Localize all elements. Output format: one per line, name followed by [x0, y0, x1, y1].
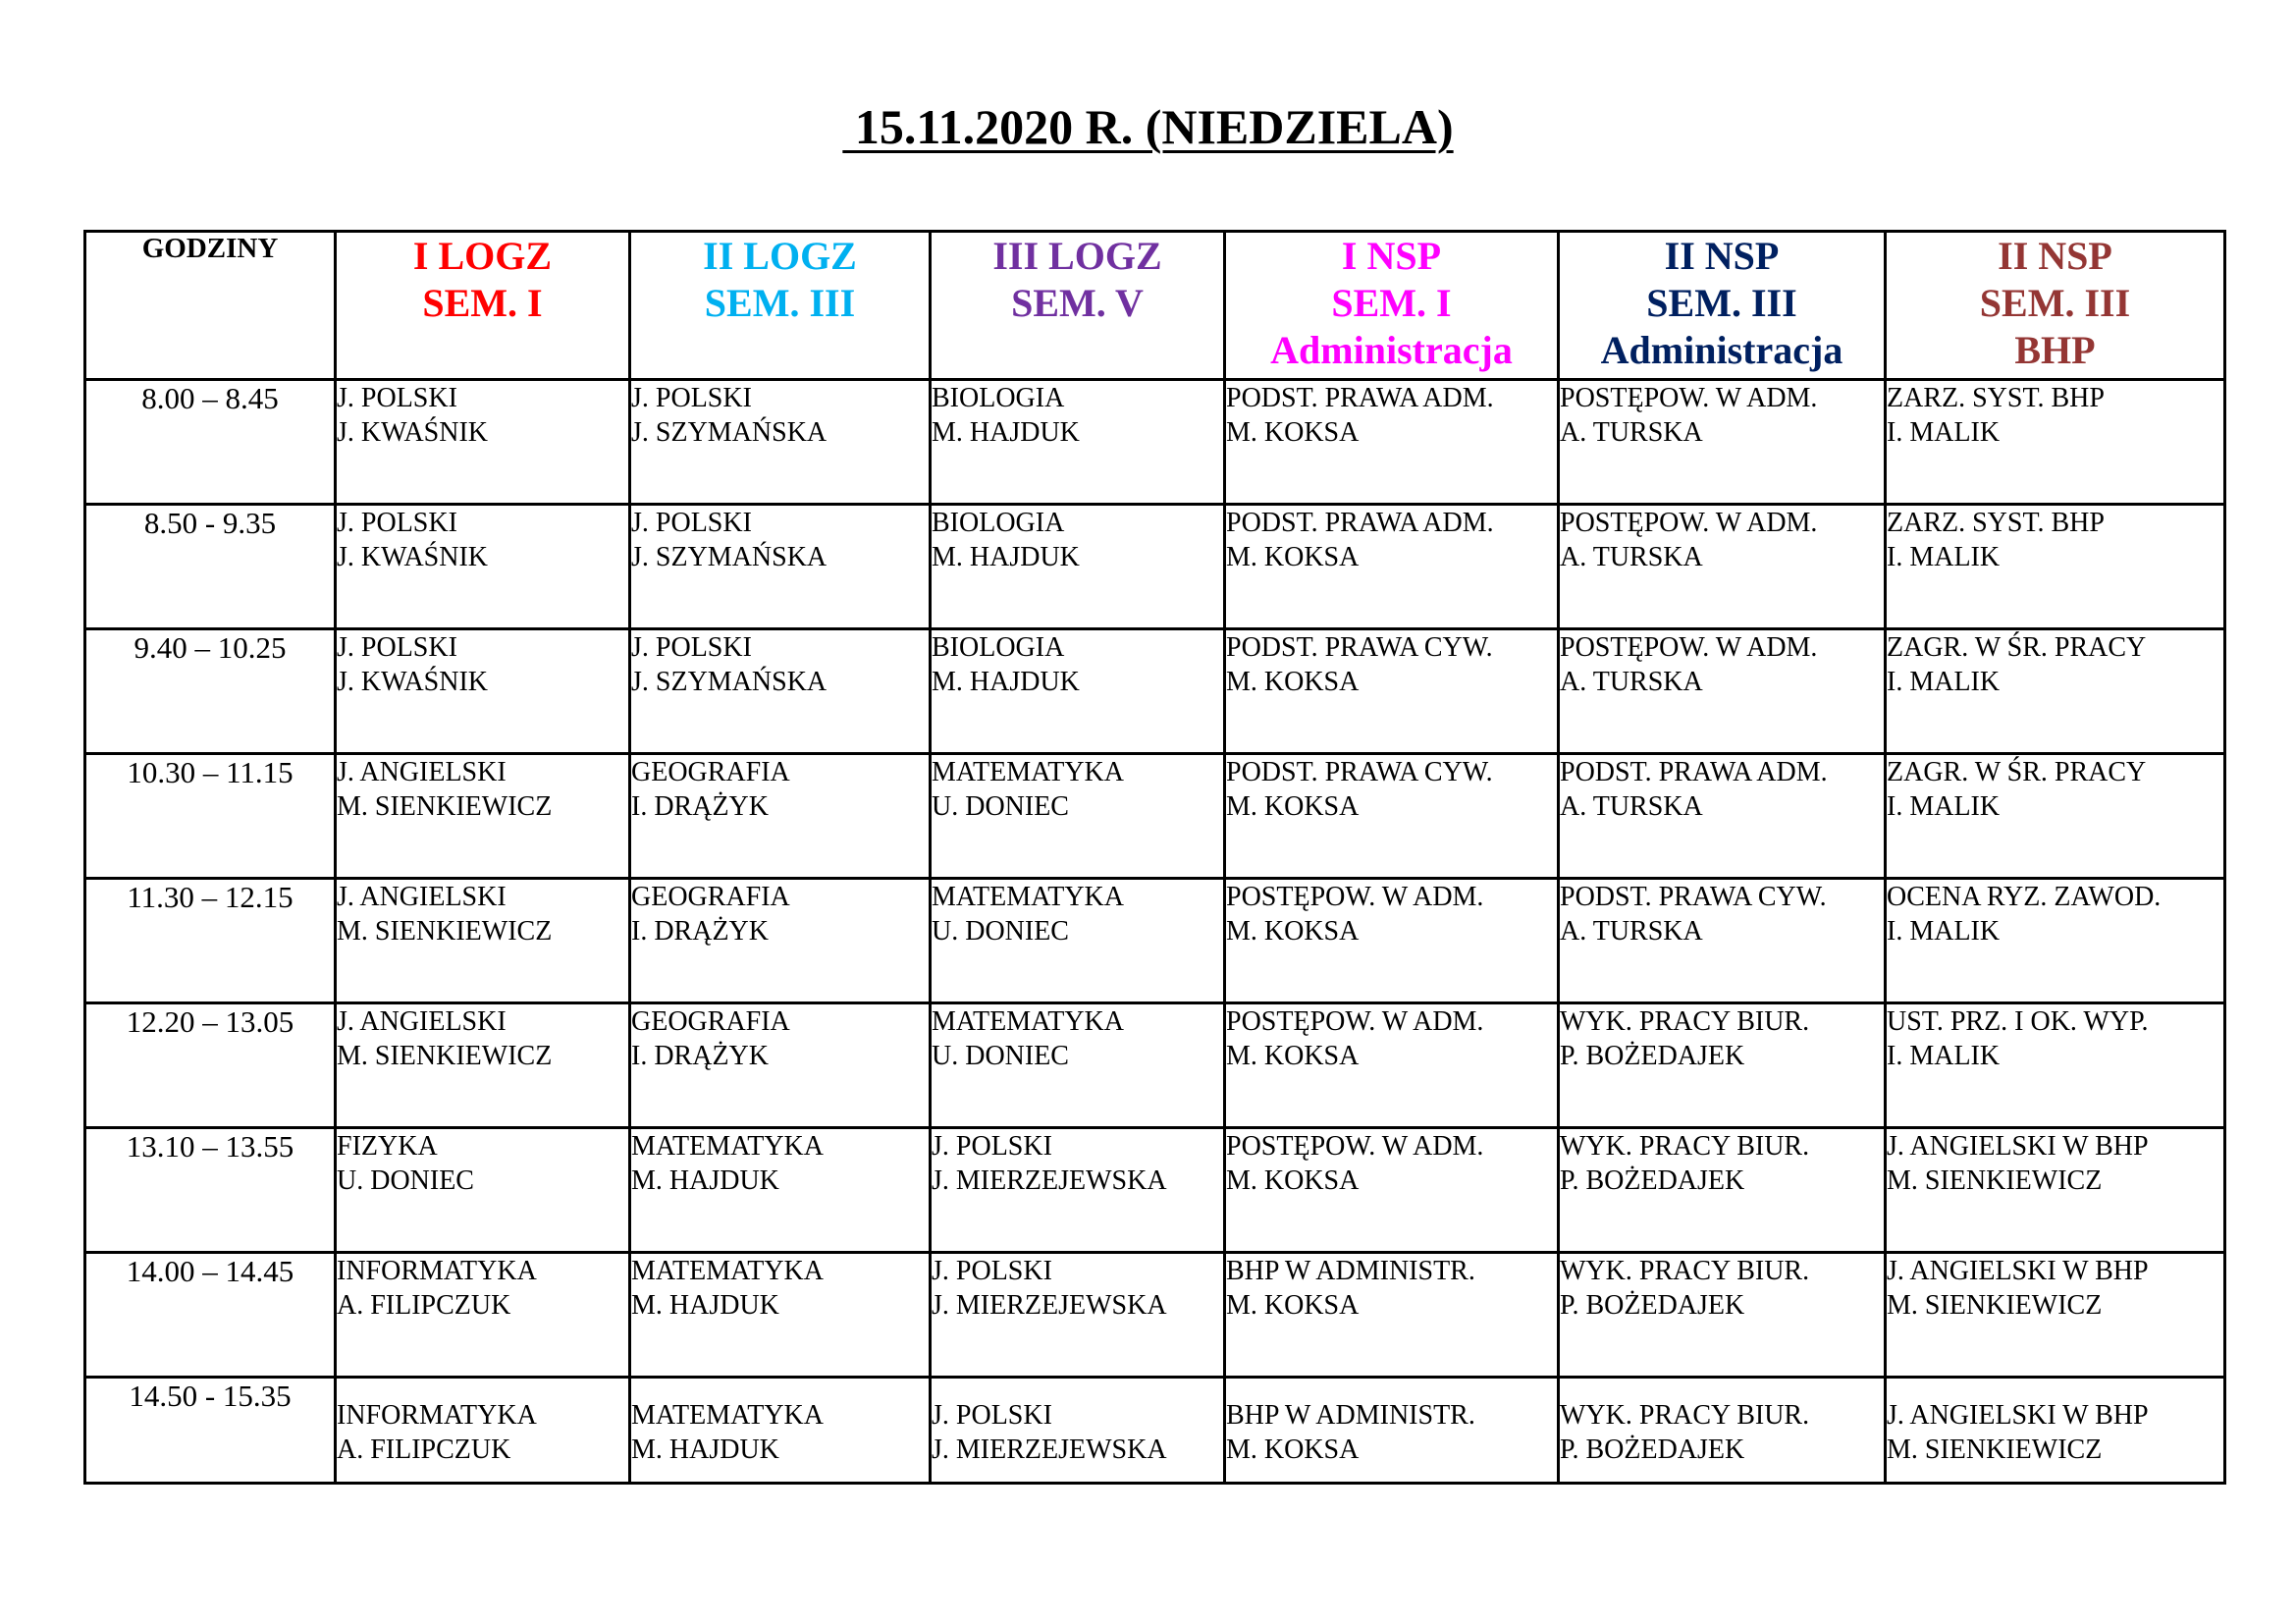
lesson-subject: J. POLSKI	[337, 632, 457, 663]
lesson-teacher: A. TURSKA	[1560, 916, 1703, 947]
lesson-teacher: M. KOKSA	[1226, 542, 1360, 572]
lesson-cell	[630, 1003, 931, 1128]
lesson-teacher: M. KOKSA	[1226, 1165, 1360, 1196]
lesson-cell	[1559, 754, 1886, 879]
lesson-cell	[1559, 1003, 1886, 1128]
lesson-teacher: M. SIENKIEWICZ	[1887, 1435, 2103, 1465]
lesson-cell	[336, 879, 630, 1003]
lesson-cell	[336, 629, 630, 754]
lesson-subject: PODST. PRAWA ADM.	[1226, 383, 1494, 413]
lesson-teacher: M. HAJDUK	[631, 1435, 779, 1465]
table-row	[85, 505, 2225, 629]
lesson-teacher: M. HAJDUK	[631, 1165, 779, 1196]
lesson-cell	[336, 1378, 630, 1484]
lesson-subject: POSTĘPOW. W ADM.	[1560, 383, 1818, 413]
lesson-teacher: P. BOŻEDAJEK	[1560, 1290, 1745, 1321]
group-header-line: I NSP	[1341, 234, 1442, 278]
group-header-line: SEM. V	[1011, 281, 1144, 325]
schedule-table	[83, 230, 2226, 1485]
lesson-teacher: A. TURSKA	[1560, 791, 1703, 822]
table-row	[85, 879, 2225, 1003]
lesson-subject: ZAGR. W ŚR. PRACY	[1887, 757, 2147, 787]
lesson-cell	[1225, 1378, 1559, 1484]
lesson-cell	[1559, 629, 1886, 754]
group-column-header	[931, 232, 1225, 380]
lesson-teacher: I. MALIK	[1887, 916, 2001, 947]
lesson-subject: J. POLSKI	[631, 383, 752, 413]
lesson-cell	[1886, 380, 2225, 505]
lesson-subject: J. ANGIELSKI	[337, 757, 507, 787]
lesson-subject: MATEMATYKA	[631, 1256, 824, 1286]
table-row	[85, 1003, 2225, 1128]
lesson-teacher: A. FILIPCZUK	[337, 1290, 511, 1321]
lesson-subject: J. ANGIELSKI W BHP	[1887, 1256, 2149, 1286]
lesson-subject: UST. PRZ. I OK. WYP.	[1887, 1006, 2149, 1037]
group-column-header	[630, 232, 931, 380]
lesson-cell	[1886, 754, 2225, 879]
lesson-subject: POSTĘPOW. W ADM.	[1560, 632, 1818, 663]
lesson-cell	[1225, 879, 1559, 1003]
lesson-cell	[1225, 629, 1559, 754]
lesson-subject: MATEMATYKA	[932, 882, 1124, 912]
lesson-subject: J. ANGIELSKI	[337, 882, 507, 912]
lesson-cell	[931, 1253, 1225, 1378]
lesson-teacher: J. KWAŚNIK	[337, 542, 488, 572]
header-row	[85, 232, 2225, 380]
group-header-line: II LOGZ	[703, 234, 857, 278]
lesson-cell	[931, 879, 1225, 1003]
lesson-subject: GEOGRAFIA	[631, 882, 790, 912]
lesson-teacher: M. SIENKIEWICZ	[337, 791, 553, 822]
lesson-subject: PODST. PRAWA CYW.	[1226, 632, 1493, 663]
lesson-teacher: M. HAJDUK	[631, 1290, 779, 1321]
group-header-line: SEM. III	[704, 281, 856, 325]
lesson-cell	[1886, 1378, 2225, 1484]
lesson-cell	[931, 1128, 1225, 1253]
lesson-teacher: M. KOKSA	[1226, 667, 1360, 697]
group-header-line: I LOGZ	[412, 234, 553, 278]
lesson-subject: J. POLSKI	[337, 383, 457, 413]
group-column-header	[1886, 232, 2225, 380]
lesson-subject: ZARZ. SYST. BHP	[1887, 508, 2105, 538]
lesson-subject: BHP W ADMINISTR.	[1226, 1256, 1475, 1286]
lesson-teacher: A. TURSKA	[1560, 417, 1703, 448]
lesson-teacher: J. SZYMAŃSKA	[631, 667, 828, 697]
lesson-cell	[336, 754, 630, 879]
lesson-subject: PODST. PRAWA ADM.	[1560, 757, 1828, 787]
table-row	[85, 1253, 2225, 1378]
lesson-subject: PODST. PRAWA CYW.	[1226, 757, 1493, 787]
lesson-teacher: M. KOKSA	[1226, 1290, 1360, 1321]
lesson-teacher: J. MIERZEJEWSKA	[932, 1290, 1167, 1321]
lesson-teacher: U. DONIEC	[932, 791, 1069, 822]
lesson-subject: MATEMATYKA	[631, 1400, 824, 1431]
lesson-teacher: A. FILIPCZUK	[337, 1435, 511, 1465]
lesson-cell	[931, 629, 1225, 754]
table-row	[85, 380, 2225, 505]
lesson-teacher: P. BOŻEDAJEK	[1560, 1435, 1745, 1465]
lesson-teacher: I. MALIK	[1887, 542, 2001, 572]
lesson-cell	[1886, 629, 2225, 754]
lesson-cell	[1559, 1378, 1886, 1484]
table-row	[85, 629, 2225, 754]
lesson-teacher: P. BOŻEDAJEK	[1560, 1165, 1745, 1196]
lesson-cell	[630, 1378, 931, 1484]
lesson-cell	[1559, 380, 1886, 505]
lesson-cell	[630, 629, 931, 754]
lesson-teacher: M. SIENKIEWICZ	[1887, 1290, 2103, 1321]
lesson-teacher: U. DONIEC	[932, 916, 1069, 947]
lesson-subject: J. POLSKI	[631, 632, 752, 663]
lesson-cell	[336, 1128, 630, 1253]
lesson-teacher: M. HAJDUK	[932, 417, 1080, 448]
lesson-subject: BIOLOGIA	[932, 383, 1065, 413]
lesson-teacher: M. KOKSA	[1226, 916, 1360, 947]
lesson-cell	[630, 754, 931, 879]
lesson-teacher: U. DONIEC	[337, 1165, 474, 1196]
lesson-subject: PODST. PRAWA CYW.	[1560, 882, 1827, 912]
lesson-cell	[336, 505, 630, 629]
lesson-subject: PODST. PRAWA ADM.	[1226, 508, 1494, 538]
table-row	[85, 1378, 2225, 1484]
lesson-subject: J. POLSKI	[932, 1256, 1052, 1286]
lesson-teacher: I. MALIK	[1887, 667, 2001, 697]
lesson-cell	[1225, 505, 1559, 629]
hours-column-header: GODZINY	[85, 232, 336, 380]
lesson-teacher: J. SZYMAŃSKA	[631, 417, 828, 448]
lesson-cell	[1559, 1253, 1886, 1378]
time-slot: 10.30 – 11.15	[85, 754, 336, 879]
lesson-subject: POSTĘPOW. W ADM.	[1226, 1006, 1484, 1037]
lesson-subject: J. POLSKI	[932, 1400, 1052, 1431]
lesson-cell	[931, 380, 1225, 505]
lesson-subject: GEOGRAFIA	[631, 757, 790, 787]
lesson-cell	[336, 1003, 630, 1128]
time-slot: 14.50 - 15.35	[85, 1378, 336, 1484]
group-column-header	[336, 232, 630, 380]
group-column-header	[1559, 232, 1886, 380]
group-header-line: Administracja	[1270, 328, 1513, 372]
group-header-line: III LOGZ	[992, 234, 1162, 278]
lesson-teacher: U. DONIEC	[932, 1041, 1069, 1071]
lesson-cell	[1225, 1128, 1559, 1253]
lesson-cell	[1225, 1003, 1559, 1128]
lesson-subject: FIZYKA	[337, 1131, 438, 1162]
lesson-cell	[931, 505, 1225, 629]
lesson-teacher: I. MALIK	[1887, 1041, 2001, 1071]
lesson-subject: J. POLSKI	[932, 1131, 1052, 1162]
lesson-teacher: J. SZYMAŃSKA	[631, 542, 828, 572]
lesson-teacher: J. MIERZEJEWSKA	[932, 1165, 1167, 1196]
lesson-cell	[1559, 1128, 1886, 1253]
lesson-subject: WYK. PRACY BIUR.	[1560, 1400, 1810, 1431]
lesson-subject: ZARZ. SYST. BHP	[1887, 383, 2105, 413]
group-header-line: BHP	[2014, 328, 2096, 372]
time-slot: 11.30 – 12.15	[85, 879, 336, 1003]
lesson-cell	[1225, 1253, 1559, 1378]
lesson-cell	[630, 879, 931, 1003]
lesson-subject: J. POLSKI	[631, 508, 752, 538]
lesson-teacher: I. MALIK	[1887, 791, 2001, 822]
lesson-teacher: M. KOKSA	[1226, 791, 1360, 822]
lesson-cell	[1225, 754, 1559, 879]
lesson-subject: MATEMATYKA	[932, 757, 1124, 787]
lesson-cell	[1225, 380, 1559, 505]
lesson-cell	[630, 380, 931, 505]
lesson-cell	[1886, 879, 2225, 1003]
time-slot: 14.00 – 14.45	[85, 1253, 336, 1378]
time-slot: 13.10 – 13.55	[85, 1128, 336, 1253]
time-slot: 12.20 – 13.05	[85, 1003, 336, 1128]
lesson-subject: J. ANGIELSKI W BHP	[1887, 1131, 2149, 1162]
lesson-cell	[931, 754, 1225, 879]
lesson-subject: OCENA RYZ. ZAWOD.	[1887, 882, 2162, 912]
group-header-line: SEM. III	[1979, 281, 2131, 325]
group-header-line: II NSP	[1664, 234, 1780, 278]
lesson-cell	[336, 380, 630, 505]
lesson-subject: BIOLOGIA	[932, 508, 1065, 538]
lesson-subject: GEOGRAFIA	[631, 1006, 790, 1037]
lesson-subject: INFORMATYKA	[337, 1400, 537, 1431]
lesson-cell	[1886, 505, 2225, 629]
lesson-subject: INFORMATYKA	[337, 1256, 537, 1286]
lesson-cell	[1559, 505, 1886, 629]
lesson-subject: BIOLOGIA	[932, 632, 1065, 663]
lesson-teacher: M. HAJDUK	[932, 542, 1080, 572]
table-row	[85, 1128, 2225, 1253]
lesson-cell	[1886, 1003, 2225, 1128]
group-column-header	[1225, 232, 1559, 380]
lesson-teacher: I. MALIK	[1887, 417, 2001, 448]
lesson-subject: POSTĘPOW. W ADM.	[1226, 1131, 1484, 1162]
lesson-cell	[931, 1003, 1225, 1128]
lesson-subject: WYK. PRACY BIUR.	[1560, 1006, 1810, 1037]
lesson-subject: ZAGR. W ŚR. PRACY	[1887, 632, 2147, 663]
lesson-subject: BHP W ADMINISTR.	[1226, 1400, 1475, 1431]
lesson-cell	[630, 505, 931, 629]
lesson-cell	[1886, 1253, 2225, 1378]
lesson-teacher: M. KOKSA	[1226, 1041, 1360, 1071]
table-row	[85, 754, 2225, 879]
lesson-cell	[630, 1128, 931, 1253]
lesson-teacher: M. SIENKIEWICZ	[337, 1041, 553, 1071]
lesson-cell	[931, 1378, 1225, 1484]
group-header-line: SEM. I	[1331, 281, 1452, 325]
lesson-teacher: I. DRĄŻYK	[631, 791, 769, 822]
lesson-teacher: J. KWAŚNIK	[337, 417, 488, 448]
lesson-teacher: M. SIENKIEWICZ	[1887, 1165, 2103, 1196]
lesson-teacher: I. DRĄŻYK	[631, 1041, 769, 1071]
lesson-teacher: A. TURSKA	[1560, 542, 1703, 572]
group-header-line: II NSP	[1998, 234, 2112, 278]
lesson-cell	[630, 1253, 931, 1378]
lesson-teacher: M. KOKSA	[1226, 417, 1360, 448]
lesson-subject: MATEMATYKA	[932, 1006, 1124, 1037]
lesson-subject: MATEMATYKA	[631, 1131, 824, 1162]
lesson-subject: WYK. PRACY BIUR.	[1560, 1256, 1810, 1286]
lesson-teacher: M. HAJDUK	[932, 667, 1080, 697]
lesson-teacher: M. SIENKIEWICZ	[337, 916, 553, 947]
lesson-subject: J. ANGIELSKI W BHP	[1887, 1400, 2149, 1431]
lesson-subject: POSTĘPOW. W ADM.	[1226, 882, 1484, 912]
lesson-teacher: M. KOKSA	[1226, 1435, 1360, 1465]
lesson-teacher: J. KWAŚNIK	[337, 667, 488, 697]
lesson-cell	[1886, 1128, 2225, 1253]
group-header-line: Administracja	[1600, 328, 1843, 372]
time-slot: 8.50 - 9.35	[85, 505, 336, 629]
lesson-teacher: I. DRĄŻYK	[631, 916, 769, 947]
time-slot: 9.40 – 10.25	[85, 629, 336, 754]
page-title: 15.11.2020 R. (NIEDZIELA)	[842, 99, 1454, 154]
lesson-teacher: J. MIERZEJEWSKA	[932, 1435, 1167, 1465]
lesson-cell	[336, 1253, 630, 1378]
group-header-line: SEM. I	[422, 281, 543, 325]
lesson-teacher: A. TURSKA	[1560, 667, 1703, 697]
group-header-line: SEM. III	[1646, 281, 1797, 325]
time-slot: 8.00 – 8.45	[85, 380, 336, 505]
lesson-subject: WYK. PRACY BIUR.	[1560, 1131, 1810, 1162]
lesson-subject: J. POLSKI	[337, 508, 457, 538]
lesson-teacher: P. BOŻEDAJEK	[1560, 1041, 1745, 1071]
lesson-cell	[1559, 879, 1886, 1003]
lesson-subject: POSTĘPOW. W ADM.	[1560, 508, 1818, 538]
lesson-subject: J. ANGIELSKI	[337, 1006, 507, 1037]
